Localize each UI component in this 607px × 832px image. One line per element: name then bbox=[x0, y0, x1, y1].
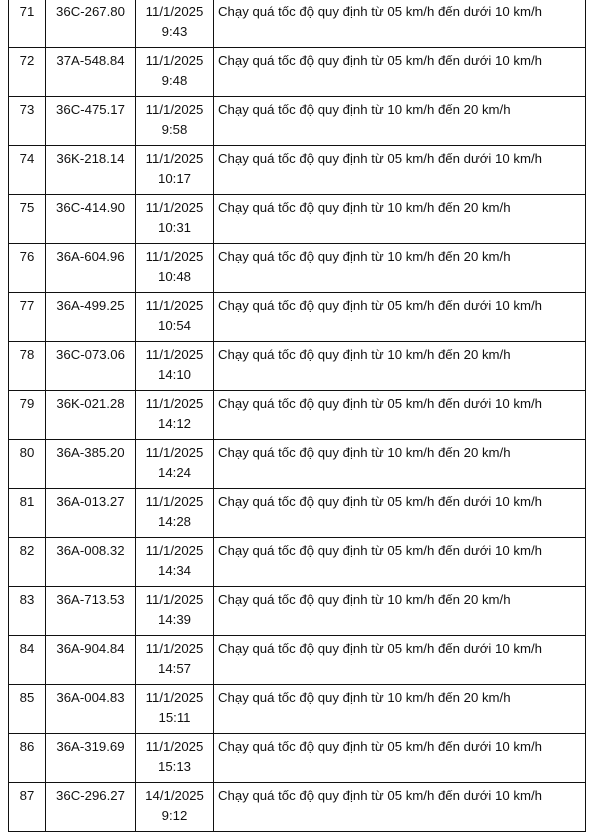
violation-time-cell bbox=[136, 195, 214, 244]
license-plate: 36A-604.96 bbox=[56, 249, 125, 264]
row-number: 81 bbox=[19, 494, 35, 509]
license-plate-cell bbox=[46, 48, 136, 97]
license-plate-cell bbox=[46, 0, 136, 48]
table-row bbox=[9, 48, 586, 97]
violation-description: Chạy quá tốc độ quy định từ 05 km/h đến dưới 10 km/h bbox=[218, 494, 542, 509]
violation-clock-time: 10:48 bbox=[157, 268, 191, 284]
violation-date: 11/1/2025 bbox=[145, 739, 204, 754]
row-number: 72 bbox=[19, 53, 35, 68]
violation-clock-time: 10:17 bbox=[157, 170, 191, 186]
row-number-cell bbox=[9, 783, 46, 832]
row-number: 73 bbox=[19, 102, 35, 117]
row-number-cell bbox=[9, 342, 46, 391]
violation-description: Chạy quá tốc độ quy định từ 05 km/h đến dưới 10 km/h bbox=[218, 4, 542, 19]
table-row bbox=[9, 440, 586, 489]
row-number: 77 bbox=[19, 298, 35, 313]
table-row bbox=[9, 587, 586, 636]
violation-description: Chạy quá tốc độ quy định từ 10 km/h đến 20 km/h bbox=[218, 690, 511, 705]
row-number-cell bbox=[9, 734, 46, 783]
violations-table bbox=[8, 0, 586, 832]
license-plate-cell bbox=[46, 685, 136, 734]
violation-time-cell bbox=[136, 440, 214, 489]
row-number-cell bbox=[9, 685, 46, 734]
row-number-cell bbox=[9, 636, 46, 685]
violation-description-cell bbox=[214, 783, 586, 832]
violation-time-cell bbox=[136, 489, 214, 538]
violation-time-cell bbox=[136, 587, 214, 636]
license-plate-cell bbox=[46, 244, 136, 293]
violation-description: Chạy quá tốc độ quy định từ 05 km/h đến dưới 10 km/h bbox=[218, 543, 542, 558]
license-plate-cell bbox=[46, 342, 136, 391]
license-plate: 36C-475.17 bbox=[56, 102, 125, 117]
license-plate-cell bbox=[46, 195, 136, 244]
row-number: 85 bbox=[19, 690, 35, 705]
violation-time-cell bbox=[136, 293, 214, 342]
violation-description: Chạy quá tốc độ quy định từ 05 km/h đến dưới 10 km/h bbox=[218, 151, 542, 166]
violation-date: 11/1/2025 bbox=[145, 249, 204, 264]
table-row bbox=[9, 146, 586, 195]
violation-time-cell bbox=[136, 636, 214, 685]
violation-time-cell bbox=[136, 783, 214, 832]
violation-description-cell bbox=[214, 734, 586, 783]
violation-description-cell bbox=[214, 685, 586, 734]
row-number-cell bbox=[9, 146, 46, 195]
violation-description-cell bbox=[214, 538, 586, 587]
license-plate: 36A-013.27 bbox=[56, 494, 125, 509]
violation-date: 11/1/2025 bbox=[145, 4, 204, 19]
violation-time-cell bbox=[136, 538, 214, 587]
row-number-cell bbox=[9, 538, 46, 587]
row-number-cell bbox=[9, 0, 46, 48]
row-number: 80 bbox=[19, 445, 35, 460]
violation-clock-time: 9:48 bbox=[161, 72, 188, 88]
violation-time-cell bbox=[136, 146, 214, 195]
license-plate: 36A-499.25 bbox=[56, 298, 125, 313]
violation-description: Chạy quá tốc độ quy định từ 10 km/h đến 20 km/h bbox=[218, 200, 511, 215]
table-row bbox=[9, 391, 586, 440]
license-plate-cell bbox=[46, 146, 136, 195]
violation-description: Chạy quá tốc độ quy định từ 05 km/h đến dưới 10 km/h bbox=[218, 788, 542, 803]
violation-date: 11/1/2025 bbox=[145, 690, 204, 705]
violation-date: 11/1/2025 bbox=[145, 298, 204, 313]
license-plate: 37A-548.84 bbox=[56, 53, 125, 68]
row-number-cell bbox=[9, 440, 46, 489]
table-row bbox=[9, 538, 586, 587]
row-number-cell bbox=[9, 489, 46, 538]
row-number: 82 bbox=[19, 543, 35, 558]
row-number-cell bbox=[9, 195, 46, 244]
license-plate-cell bbox=[46, 391, 136, 440]
row-number: 76 bbox=[19, 249, 35, 264]
license-plate-cell bbox=[46, 538, 136, 587]
violation-clock-time: 9:58 bbox=[161, 121, 188, 137]
row-number: 75 bbox=[19, 200, 35, 215]
violation-date: 11/1/2025 bbox=[145, 102, 204, 117]
violation-time-cell bbox=[136, 97, 214, 146]
violation-description-cell bbox=[214, 636, 586, 685]
license-plate-cell bbox=[46, 636, 136, 685]
table-row bbox=[9, 244, 586, 293]
table-row bbox=[9, 0, 586, 48]
license-plate-cell bbox=[46, 783, 136, 832]
row-number-cell bbox=[9, 293, 46, 342]
violations-table-container bbox=[8, 0, 586, 832]
license-plate: 36A-008.32 bbox=[56, 543, 125, 558]
violation-description-cell bbox=[214, 391, 586, 440]
violation-date: 14/1/2025 bbox=[145, 788, 204, 803]
violations-table-body bbox=[9, 0, 586, 832]
violation-time-cell bbox=[136, 391, 214, 440]
violation-clock-time: 14:12 bbox=[157, 415, 191, 431]
violation-description-cell bbox=[214, 97, 586, 146]
row-number-cell bbox=[9, 97, 46, 146]
license-plate: 36C-267.80 bbox=[56, 4, 125, 19]
violation-clock-time: 9:12 bbox=[161, 807, 188, 823]
license-plate: 36A-385.20 bbox=[56, 445, 125, 460]
row-number-cell bbox=[9, 244, 46, 293]
violation-clock-time: 10:31 bbox=[157, 219, 191, 235]
violation-clock-time: 14:39 bbox=[157, 611, 191, 627]
violation-description: Chạy quá tốc độ quy định từ 05 km/h đến dưới 10 km/h bbox=[218, 739, 542, 754]
violation-time-cell bbox=[136, 734, 214, 783]
violation-date: 11/1/2025 bbox=[145, 641, 204, 656]
violation-clock-time: 14:34 bbox=[157, 562, 191, 578]
license-plate: 36C-073.06 bbox=[56, 347, 125, 362]
row-number: 87 bbox=[19, 788, 35, 803]
violation-description: Chạy quá tốc độ quy định từ 05 km/h đến dưới 10 km/h bbox=[218, 53, 542, 68]
violation-time-cell bbox=[136, 685, 214, 734]
violation-time-cell bbox=[136, 0, 214, 48]
violation-date: 11/1/2025 bbox=[145, 592, 204, 607]
violation-date: 11/1/2025 bbox=[145, 151, 204, 166]
violation-description-cell bbox=[214, 0, 586, 48]
license-plate: 36K-218.14 bbox=[56, 151, 125, 166]
table-row bbox=[9, 195, 586, 244]
table-row bbox=[9, 489, 586, 538]
violation-description-cell bbox=[214, 146, 586, 195]
violation-date: 11/1/2025 bbox=[145, 396, 204, 411]
violation-description-cell bbox=[214, 440, 586, 489]
row-number: 78 bbox=[19, 347, 35, 362]
row-number-cell bbox=[9, 587, 46, 636]
violation-description-cell bbox=[214, 244, 586, 293]
violation-clock-time: 9:43 bbox=[161, 23, 188, 39]
violation-clock-time: 14:57 bbox=[157, 660, 191, 676]
violation-description: Chạy quá tốc độ quy định từ 10 km/h đến 20 km/h bbox=[218, 102, 511, 117]
table-row bbox=[9, 293, 586, 342]
table-row bbox=[9, 734, 586, 783]
violation-clock-time: 15:13 bbox=[157, 758, 191, 774]
violation-description: Chạy quá tốc độ quy định từ 10 km/h đến 20 km/h bbox=[218, 347, 511, 362]
violation-description-cell bbox=[214, 195, 586, 244]
table-row bbox=[9, 342, 586, 391]
license-plate: 36K-021.28 bbox=[56, 396, 125, 411]
violation-clock-time: 15:11 bbox=[158, 709, 191, 725]
license-plate: 36A-319.69 bbox=[56, 739, 125, 754]
violation-date: 11/1/2025 bbox=[145, 494, 204, 509]
license-plate-cell bbox=[46, 734, 136, 783]
row-number: 74 bbox=[19, 151, 35, 166]
table-row bbox=[9, 685, 586, 734]
license-plate-cell bbox=[46, 293, 136, 342]
violation-time-cell bbox=[136, 342, 214, 391]
violation-description-cell bbox=[214, 293, 586, 342]
license-plate: 36A-004.83 bbox=[56, 690, 125, 705]
license-plate-cell bbox=[46, 440, 136, 489]
row-number: 83 bbox=[19, 592, 35, 607]
violation-description: Chạy quá tốc độ quy định từ 05 km/h đến dưới 10 km/h bbox=[218, 298, 542, 313]
violation-description: Chạy quá tốc độ quy định từ 10 km/h đến 20 km/h bbox=[218, 249, 511, 264]
violation-description-cell bbox=[214, 342, 586, 391]
violation-description-cell bbox=[214, 489, 586, 538]
violation-description: Chạy quá tốc độ quy định từ 10 km/h đến 20 km/h bbox=[218, 592, 511, 607]
license-plate: 36A-904.84 bbox=[56, 641, 125, 656]
row-number-cell bbox=[9, 48, 46, 97]
license-plate: 36C-296.27 bbox=[56, 788, 125, 803]
violation-date: 11/1/2025 bbox=[145, 445, 204, 460]
violation-clock-time: 14:10 bbox=[157, 366, 191, 382]
violation-description: Chạy quá tốc độ quy định từ 10 km/h đến 20 km/h bbox=[218, 445, 511, 460]
row-number: 71 bbox=[19, 4, 35, 19]
violation-clock-time: 10:54 bbox=[157, 317, 191, 333]
license-plate-cell bbox=[46, 489, 136, 538]
violation-description: Chạy quá tốc độ quy định từ 05 km/h đến dưới 10 km/h bbox=[218, 396, 542, 411]
license-plate: 36C-414.90 bbox=[56, 200, 125, 215]
row-number: 86 bbox=[19, 739, 35, 754]
table-row bbox=[9, 636, 586, 685]
violation-description-cell bbox=[214, 587, 586, 636]
license-plate: 36A-713.53 bbox=[56, 592, 125, 607]
table-row bbox=[9, 783, 586, 832]
violation-date: 11/1/2025 bbox=[145, 53, 204, 68]
violation-time-cell bbox=[136, 48, 214, 97]
violation-time-cell bbox=[136, 244, 214, 293]
violation-clock-time: 14:24 bbox=[157, 464, 191, 480]
violation-description-cell bbox=[214, 48, 586, 97]
violation-date: 11/1/2025 bbox=[145, 200, 204, 215]
violation-date: 11/1/2025 bbox=[145, 347, 204, 362]
violation-description: Chạy quá tốc độ quy định từ 05 km/h đến dưới 10 km/h bbox=[218, 641, 542, 656]
license-plate-cell bbox=[46, 97, 136, 146]
violation-date: 11/1/2025 bbox=[145, 543, 204, 558]
row-number: 84 bbox=[19, 641, 35, 656]
table-row bbox=[9, 97, 586, 146]
row-number-cell bbox=[9, 391, 46, 440]
violation-clock-time: 14:28 bbox=[157, 513, 191, 529]
license-plate-cell bbox=[46, 587, 136, 636]
row-number: 79 bbox=[19, 396, 35, 411]
